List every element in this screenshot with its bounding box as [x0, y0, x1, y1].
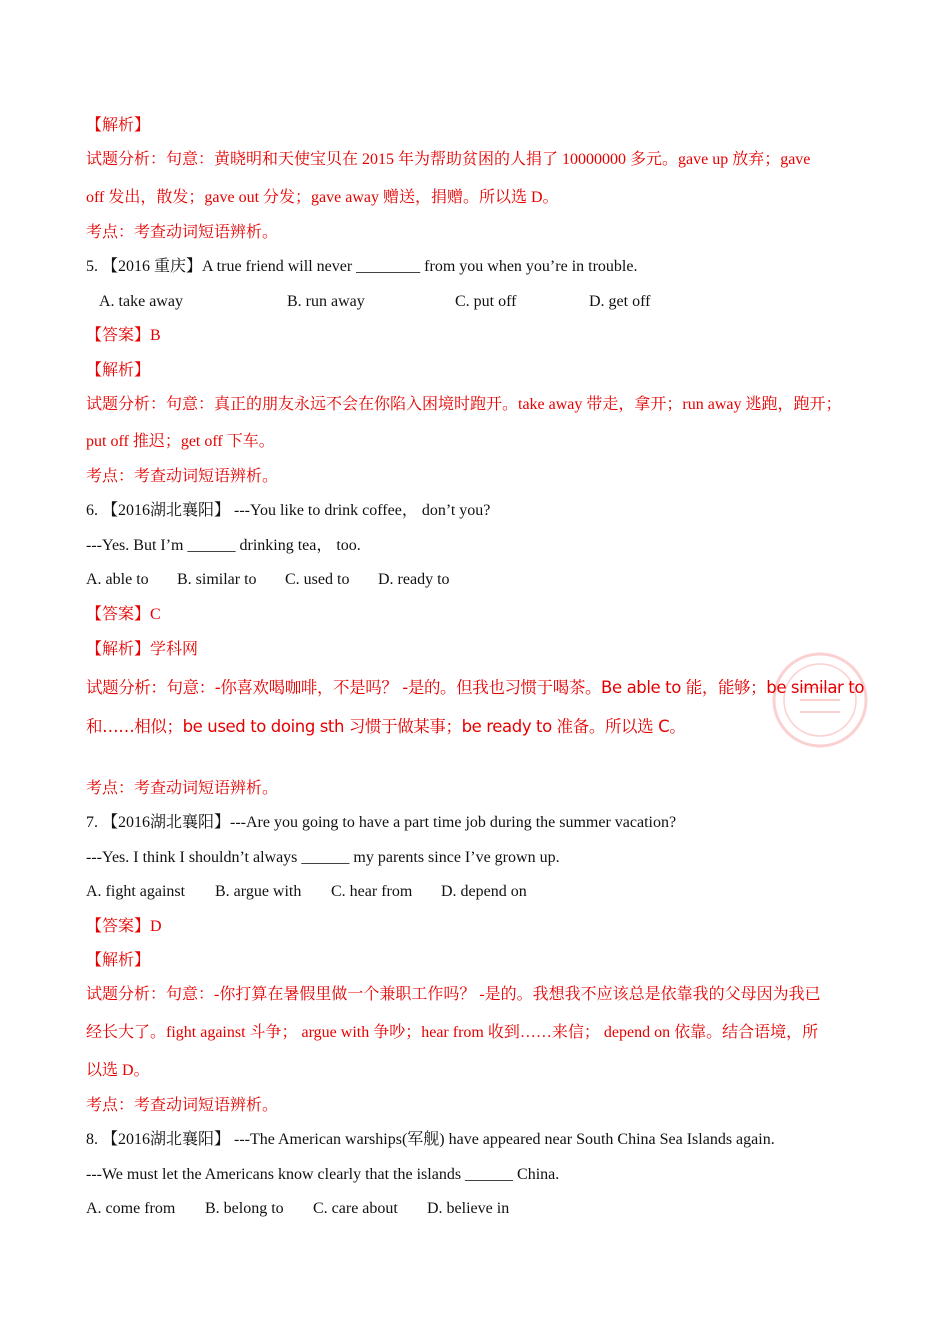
q4-analysis-line-2: off 发出，散发；gave out 分发；gave away 赠送，捐赠。所以选 D。	[86, 189, 559, 206]
q5-analysis-line-1: 试题分析：句意：真正的朋友永远不会在你陷入困境时跑开。take away 带走，拿开；run away 逃跑，跑开；	[86, 396, 842, 413]
q6-option-a: A. able to	[86, 571, 149, 588]
q5-stem: 5. 【2016 重庆】A true friend will never ________ from you when you’re in trouble.	[86, 258, 638, 275]
q7-answer: 【答案】D	[86, 918, 162, 935]
q5-option-a: A. take away	[99, 293, 183, 310]
q7-option-c: C. hear from	[331, 883, 413, 900]
q6-point: 考点：考查动词短语辨析。	[86, 780, 279, 797]
q8-option-b: B. belong to	[205, 1200, 284, 1217]
q5-answer: 【答案】B	[86, 327, 161, 344]
q7-stem: 7. 【2016湖北襄阳】---Are you going to have a part time job during the summer vacation?	[86, 814, 677, 831]
q7-point: 考点：考查动词短语辨析。	[86, 1097, 279, 1114]
q7-option-b: B. argue with	[215, 883, 302, 900]
q6-option-c: C. used to	[285, 571, 350, 588]
q5-analysis-tag: 【解析】	[86, 362, 151, 379]
q6-option-b: B. similar to	[177, 571, 257, 588]
q4-point: 考点：考查动词短语辨析。	[86, 224, 279, 241]
q7-analysis-tag: 【解析】	[86, 952, 151, 969]
q6-answer: 【答案】C	[86, 606, 161, 623]
q8-stem: 8. 【2016湖北襄阳】 ---The American warships(军舰) have appeared near South China Sea Islands again.	[86, 1131, 775, 1148]
q4-analysis-tag: 【解析】	[86, 117, 151, 134]
q5-analysis-line-2: put off 推迟；get off 下车。	[86, 433, 275, 450]
q7-option-a: A. fight against	[86, 883, 186, 900]
q6-stem-reply: ---Yes. But I’m ______ drinking tea， too.	[86, 537, 361, 554]
q8-stem-reply: ---We must let the Americans know clearly that the islands ______ China.	[86, 1166, 560, 1183]
q7-analysis-line-2: 经长大了。fight against 斗争； argue with 争吵；hear from 收到……来信； depend on 依靠。结合语境，所	[86, 1024, 819, 1041]
q5-point: 考点：考查动词短语辨析。	[86, 468, 279, 485]
q7-option-d: D. depend on	[441, 883, 527, 900]
q5-option-d: D. get off	[589, 293, 651, 310]
q6-analysis-line-1: 试题分析：句意：-你喜欢喝咖啡，不是吗？ -是的。但我也习惯于喝茶。Be able to 能，能够；be similar to	[86, 678, 865, 697]
q7-analysis-line-3: 以选 D。	[86, 1062, 150, 1079]
q8-option-d: D. believe in	[427, 1200, 510, 1217]
q8-option-a: A. come from	[86, 1200, 176, 1217]
q5-option-b: B. run away	[287, 293, 365, 310]
q5-option-c: C. put off	[455, 293, 517, 310]
q8-option-c: C. care about	[313, 1200, 398, 1217]
q7-analysis-line-1: 试题分析：句意：-你打算在暑假里做一个兼职工作吗？ -是的。我想我不应该总是依靠我的父母因为我已	[86, 986, 821, 1003]
watermark-seal	[740, 640, 900, 760]
q4-analysis-line-1: 试题分析：句意：黄晓明和天使宝贝在 2015 年为帮助贫困的人捐了 10000000 多元。gave up 放弃；gave	[86, 151, 811, 168]
q6-option-d: D. ready to	[378, 571, 450, 588]
q6-analysis-tag: 【解析】学科网	[86, 641, 199, 658]
q6-stem: 6. 【2016湖北襄阳】 ---You like to drink coffee， don’t you?	[86, 502, 491, 519]
q6-analysis-line-2: 和……相似；be used to doing sth 习惯于做某事；be ready to 准备。所以选 C。	[86, 717, 686, 736]
q7-stem-reply: ---Yes. I think I shouldn’t always ______ my parents since I’ve grown up.	[86, 849, 560, 866]
